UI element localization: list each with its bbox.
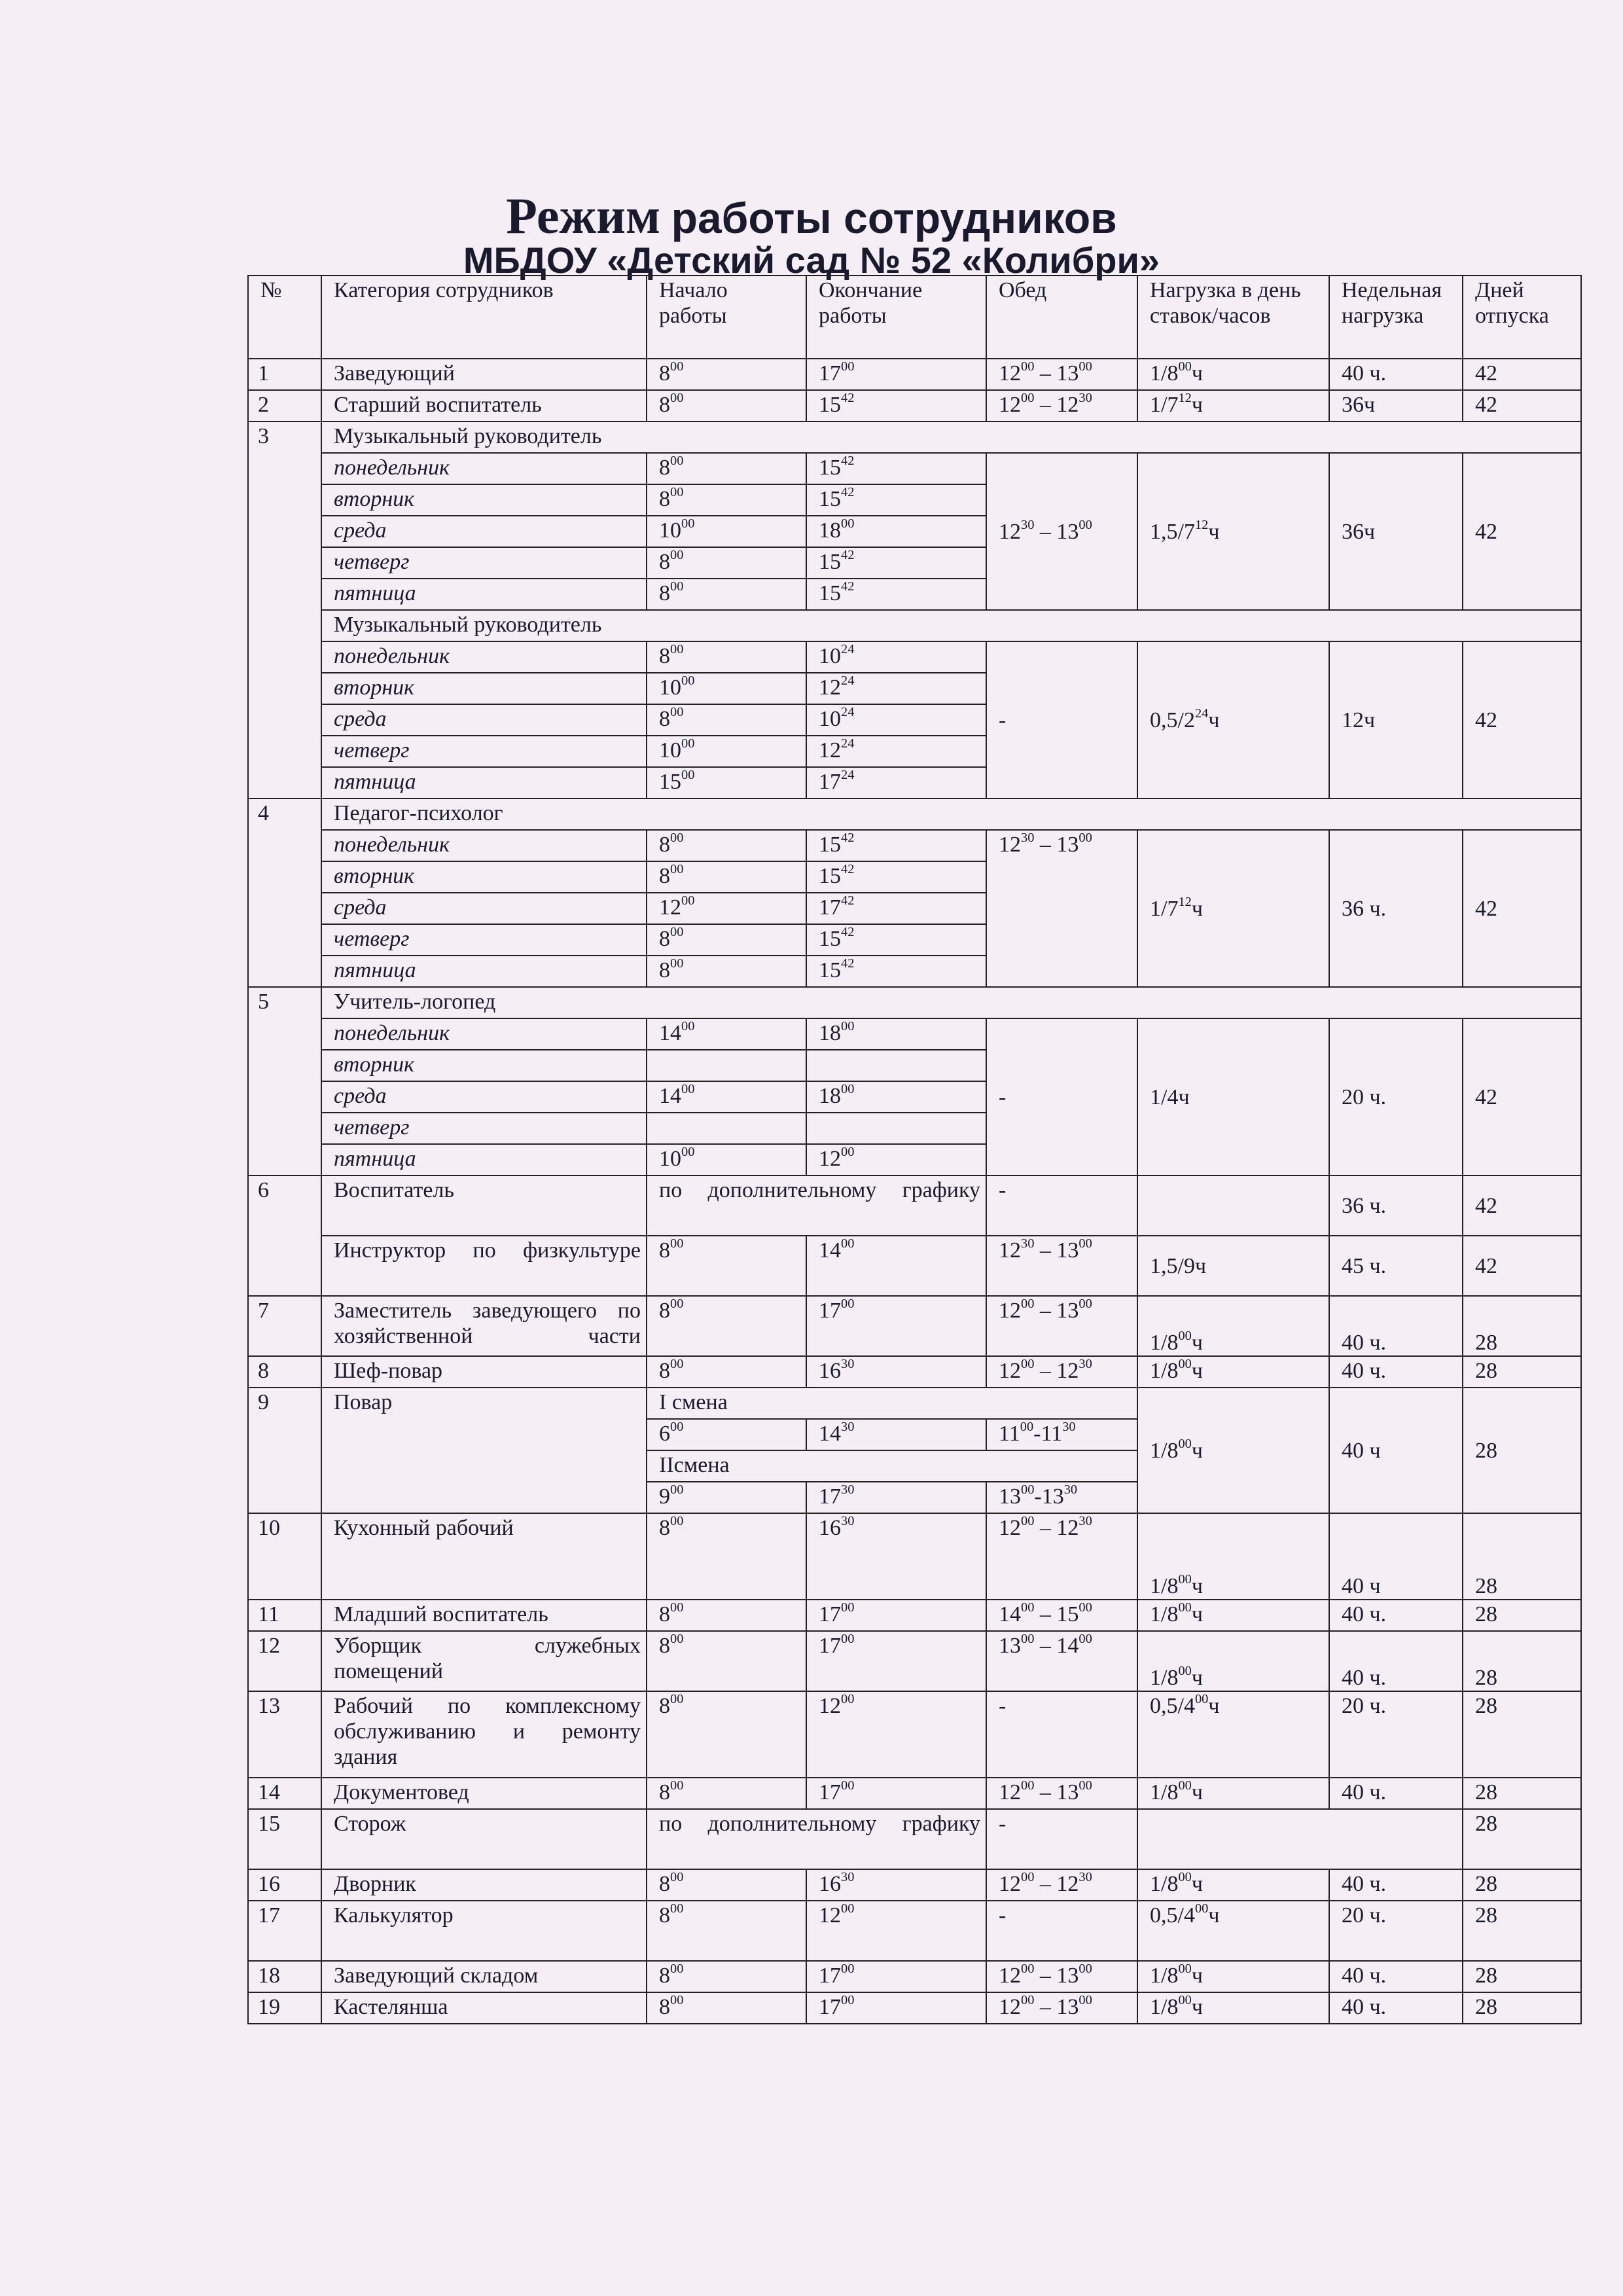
- row-number: 7: [248, 1296, 321, 1356]
- shift-label: I смена: [647, 1388, 1137, 1419]
- row-number: 10: [248, 1513, 321, 1600]
- vacation-days: 42: [1463, 390, 1581, 422]
- end-time: $18^{00}$: [806, 1018, 986, 1050]
- weekly-load: 36 ч.: [1329, 830, 1463, 987]
- lunch-time: $12^{00} - 12^{30}$: [986, 1869, 1137, 1901]
- weekday: понедельник: [321, 641, 647, 673]
- weekday: вторник: [321, 1050, 647, 1081]
- vacation-days: 42: [1463, 1018, 1581, 1175]
- employee-category: Повар: [321, 1388, 647, 1513]
- employee-category: Заведующий складом: [321, 1961, 647, 1992]
- end-time: $16^{30}$: [806, 1513, 986, 1600]
- weekday: четверг: [321, 736, 647, 767]
- end-time: $17^{00}$: [806, 359, 986, 390]
- row-number: 17: [248, 1901, 321, 1961]
- title-rest: работы сотрудников: [671, 194, 1117, 242]
- header-category: Категория сотрудников: [321, 276, 647, 359]
- start-time: $8^{00}$: [647, 924, 806, 956]
- vacation-days: 28: [1463, 1778, 1581, 1809]
- weekday: вторник: [321, 861, 647, 893]
- work-schedule: по дополнительному графику: [647, 1175, 986, 1236]
- daily-load: $1/7^{12}ч$: [1137, 390, 1329, 422]
- start-time: $8^{00}$: [647, 830, 806, 861]
- end-time: $17^{30}$: [806, 1482, 986, 1513]
- employee-category: Документовед: [321, 1778, 647, 1809]
- start-time: $8^{00}$: [647, 1901, 806, 1961]
- header-weekly-load: Недельная нагрузка: [1329, 276, 1463, 359]
- start-time: $8^{00}$: [647, 1356, 806, 1388]
- daily-load: $1/8^{00}ч$: [1137, 1631, 1329, 1691]
- row-number: 15: [248, 1809, 321, 1869]
- lunch-time: $12^{00} - 13^{00}$: [986, 1992, 1137, 2024]
- table-row: [248, 1901, 1581, 1961]
- daily-load: $1/8^{00}ч$: [1137, 1600, 1329, 1631]
- employee-category: Инструктор по физкультуре: [321, 1236, 647, 1296]
- table-row: [248, 1691, 1581, 1778]
- vacation-days: 28: [1463, 1600, 1581, 1631]
- start-time: $8^{00}$: [647, 1961, 806, 1992]
- vacation-days: 28: [1463, 1691, 1581, 1778]
- employee-category: Шеф-повар: [321, 1356, 647, 1388]
- lunch-time: -: [986, 1691, 1137, 1778]
- vacation-days: 28: [1463, 1869, 1581, 1901]
- row-number: 16: [248, 1869, 321, 1901]
- start-time: $9^{00}$: [647, 1482, 806, 1513]
- start-time: $15^{00}$: [647, 767, 806, 798]
- daily-load: $1/8^{00}ч$: [1137, 1961, 1329, 1992]
- end-time: $17^{42}$: [806, 893, 986, 924]
- row-number: 6: [248, 1175, 321, 1296]
- vacation-days: 42: [1463, 1175, 1581, 1236]
- table-row: [248, 1388, 1581, 1419]
- daily-load: $1/8^{00}ч$: [1137, 1296, 1329, 1356]
- table-row: [248, 1018, 1581, 1050]
- employee-category: Сторож: [321, 1809, 647, 1869]
- table-row: [248, 359, 1581, 390]
- lunch-time: $12^{00} - 12^{30}$: [986, 1356, 1137, 1388]
- table-row: [248, 1600, 1581, 1631]
- lunch-time: $12^{30} - 13^{00}$: [986, 1236, 1137, 1296]
- weekly-load: 36ч: [1329, 453, 1463, 610]
- start-time: $8^{00}$: [647, 1236, 806, 1296]
- end-time: $12^{00}$: [806, 1901, 986, 1961]
- table-row: [248, 641, 1581, 673]
- vacation-days: 42: [1463, 1236, 1581, 1296]
- vacation-days: 42: [1463, 641, 1581, 798]
- weekly-load: 36 ч.: [1329, 1175, 1463, 1236]
- start-time: $10^{00}$: [647, 516, 806, 547]
- lunch-time: $12^{00} - 12^{30}$: [986, 1513, 1137, 1600]
- employee-category: Младший воспитатель: [321, 1600, 647, 1631]
- start-time: $8^{00}$: [647, 579, 806, 610]
- table-row: [248, 1992, 1581, 2024]
- table-row: [248, 1296, 1581, 1356]
- start-time: $8^{00}$: [647, 861, 806, 893]
- table-row: [248, 276, 1581, 359]
- employee-category: Калькулятор: [321, 1901, 647, 1961]
- weekly-load: 40 ч.: [1329, 359, 1463, 390]
- header-num: №: [248, 276, 321, 359]
- start-time: $8^{00}$: [647, 1778, 806, 1809]
- start-time: [647, 1050, 806, 1081]
- start-time: $8^{00}$: [647, 547, 806, 579]
- weekday: среда: [321, 516, 647, 547]
- table-row: [248, 390, 1581, 422]
- weekly-load: 40 ч.: [1329, 1356, 1463, 1388]
- daily-load: $0,5/4^{00}ч$: [1137, 1691, 1329, 1778]
- row-number: 3: [248, 422, 321, 798]
- end-time: $12^{00}$: [806, 1144, 986, 1175]
- shift-label: IIсмена: [647, 1450, 1137, 1482]
- employee-category: Рабочий по комплексному обслуживанию и ремонту здания: [321, 1691, 647, 1778]
- end-time: $16^{30}$: [806, 1356, 986, 1388]
- weekly-load: 20 ч.: [1329, 1691, 1463, 1778]
- end-time: $18^{00}$: [806, 1081, 986, 1113]
- weekly-load: 20 ч.: [1329, 1018, 1463, 1175]
- row-number: 5: [248, 987, 321, 1175]
- daily-load: [1137, 1809, 1463, 1869]
- daily-load: $1/8^{00}ч$: [1137, 1513, 1329, 1600]
- end-time: $18^{00}$: [806, 516, 986, 547]
- lunch-time: $12^{00} - 12^{30}$: [986, 390, 1137, 422]
- weekday: пятница: [321, 767, 647, 798]
- weekday: понедельник: [321, 453, 647, 484]
- end-time: $15^{42}$: [806, 579, 986, 610]
- employee-category: Заведующий: [321, 359, 647, 390]
- end-time: $14^{00}$: [806, 1236, 986, 1296]
- end-time: [806, 1050, 986, 1081]
- employee-category: Старший воспитатель: [321, 390, 647, 422]
- employee-category: Музыкальный руководитель: [321, 422, 1581, 453]
- weekly-load: 40 ч.: [1329, 1631, 1463, 1691]
- weekday: среда: [321, 704, 647, 736]
- daily-load: $1/8^{00}ч$: [1137, 359, 1329, 390]
- lunch-time: $12^{00} - 13^{00}$: [986, 359, 1137, 390]
- end-time: $17^{00}$: [806, 1961, 986, 1992]
- weekly-load: 40 ч.: [1329, 1961, 1463, 1992]
- row-number: 18: [248, 1961, 321, 1992]
- row-number: 11: [248, 1600, 321, 1631]
- vacation-days: 28: [1463, 1809, 1581, 1869]
- table-row: [248, 830, 1581, 861]
- document-subtitle: МБДОУ «Детский сад № 52 «Колибри»: [463, 240, 1160, 281]
- end-time: $14^{30}$: [806, 1419, 986, 1450]
- weekly-load: 40 ч: [1329, 1513, 1463, 1600]
- daily-load: $1/8^{00}ч$: [1137, 1869, 1329, 1901]
- end-time: $12^{24}$: [806, 673, 986, 704]
- header-start: Начало работы: [647, 276, 806, 359]
- end-time: $15^{42}$: [806, 453, 986, 484]
- table-row: [248, 1513, 1581, 1600]
- table-row: [248, 1631, 1581, 1691]
- lunch-time: -: [986, 641, 1137, 798]
- end-time: $15^{42}$: [806, 924, 986, 956]
- lunch-time: $12^{00} - 13^{00}$: [986, 1778, 1137, 1809]
- weekly-load: 45 ч.: [1329, 1236, 1463, 1296]
- vacation-days: 28: [1463, 1356, 1581, 1388]
- start-time: $8^{00}$: [647, 484, 806, 516]
- title-word: Режим: [506, 187, 661, 244]
- table-row: [248, 1809, 1581, 1869]
- daily-load: $1/8^{00}ч$: [1137, 1356, 1329, 1388]
- start-time: $8^{00}$: [647, 1513, 806, 1600]
- row-number: 8: [248, 1356, 321, 1388]
- lunch-time: $12^{00} - 13^{00}$: [986, 1961, 1137, 1992]
- end-time: $16^{30}$: [806, 1869, 986, 1901]
- start-time: $8^{00}$: [647, 1600, 806, 1631]
- start-time: $8^{00}$: [647, 704, 806, 736]
- start-time: $14^{00}$: [647, 1081, 806, 1113]
- lunch-time: $11^{00}-11^{30}$: [986, 1419, 1137, 1450]
- start-time: $12^{00}$: [647, 893, 806, 924]
- lunch-time: -: [986, 1018, 1137, 1175]
- start-time: $8^{00}$: [647, 1631, 806, 1691]
- start-time: $8^{00}$: [647, 1691, 806, 1778]
- table-row: [248, 1869, 1581, 1901]
- daily-load: $0,5/2^{24}ч$: [1137, 641, 1329, 798]
- start-time: $8^{00}$: [647, 956, 806, 987]
- daily-load: $1/8^{00}ч$: [1137, 1992, 1329, 2024]
- header-lunch: Обед: [986, 276, 1137, 359]
- daily-load: $1/8^{00}ч$: [1137, 1388, 1329, 1513]
- start-time: $10^{00}$: [647, 736, 806, 767]
- weekly-load: 12ч: [1329, 641, 1463, 798]
- vacation-days: 28: [1463, 1631, 1581, 1691]
- vacation-days: 28: [1463, 1513, 1581, 1600]
- vacation-days: 42: [1463, 830, 1581, 987]
- daily-load: 1,5/9ч: [1137, 1236, 1329, 1296]
- daily-load: $1/7^{12}ч$: [1137, 830, 1329, 987]
- header-end: Окончание работы: [806, 276, 986, 359]
- end-time: $17^{00}$: [806, 1778, 986, 1809]
- end-time: $10^{24}$: [806, 704, 986, 736]
- end-time: $12^{00}$: [806, 1691, 986, 1778]
- row-number: 13: [248, 1691, 321, 1778]
- table-row: [248, 453, 1581, 484]
- document-title: [0, 187, 1623, 245]
- staff-schedule-table: [247, 275, 1582, 2024]
- row-number: 2: [248, 390, 321, 422]
- vacation-days: 28: [1463, 1901, 1581, 1961]
- weekday: четверг: [321, 1113, 647, 1144]
- employee-category: Кухонный рабочий: [321, 1513, 647, 1600]
- end-time: $15^{42}$: [806, 390, 986, 422]
- table-row: [248, 1175, 1581, 1236]
- lunch-time: $13^{00}-13^{30}$: [986, 1482, 1137, 1513]
- row-number: 1: [248, 359, 321, 390]
- start-time: $8^{00}$: [647, 1296, 806, 1356]
- employee-category: Заместитель заведующего по хозяйственной части: [321, 1296, 647, 1356]
- vacation-days: 42: [1463, 359, 1581, 390]
- table-row: [248, 1356, 1581, 1388]
- start-time: $8^{00}$: [647, 359, 806, 390]
- row-number: 9: [248, 1388, 321, 1513]
- table-row: [248, 1236, 1581, 1296]
- weekday: четверг: [321, 924, 647, 956]
- start-time: $8^{00}$: [647, 453, 806, 484]
- lunch-time: $12^{30} - 13^{00}$: [986, 453, 1137, 610]
- end-time: $15^{42}$: [806, 547, 986, 579]
- table-row: [248, 1778, 1581, 1809]
- row-number: 14: [248, 1778, 321, 1809]
- header-load-day: Нагрузка в день ставок/часов: [1137, 276, 1329, 359]
- lunch-time: $14^{00} - 15^{00}$: [986, 1600, 1137, 1631]
- vacation-days: 28: [1463, 1296, 1581, 1356]
- start-time: $6^{00}$: [647, 1419, 806, 1450]
- weekly-load: 40 ч.: [1329, 1778, 1463, 1809]
- start-time: $8^{00}$: [647, 1992, 806, 2024]
- daily-load: 1/4ч: [1137, 1018, 1329, 1175]
- row-number: 4: [248, 798, 321, 987]
- start-time: $8^{00}$: [647, 390, 806, 422]
- end-time: $17^{00}$: [806, 1600, 986, 1631]
- lunch-time: -: [986, 1175, 1137, 1236]
- employee-category: Кастелянша: [321, 1992, 647, 2024]
- start-time: $10^{00}$: [647, 1144, 806, 1175]
- header-vacation-days: Дней отпуска: [1463, 276, 1581, 359]
- start-time: $14^{00}$: [647, 1018, 806, 1050]
- start-time: [647, 1113, 806, 1144]
- lunch-time: $13^{00} - 14^{00}$: [986, 1631, 1137, 1691]
- weekly-load: 40 ч: [1329, 1388, 1463, 1513]
- end-time: $10^{24}$: [806, 641, 986, 673]
- weekly-load: 36ч: [1329, 390, 1463, 422]
- employee-category: Дворник: [321, 1869, 647, 1901]
- start-time: $8^{00}$: [647, 641, 806, 673]
- daily-load: [1137, 1175, 1329, 1236]
- row-number: 12: [248, 1631, 321, 1691]
- end-time: $17^{00}$: [806, 1296, 986, 1356]
- end-time: [806, 1113, 986, 1144]
- lunch-time: $12^{30} - 13^{00}$: [986, 830, 1137, 987]
- end-time: $17^{24}$: [806, 767, 986, 798]
- lunch-time: -: [986, 1901, 1137, 1961]
- table-row: [248, 422, 1581, 453]
- end-time: $15^{42}$: [806, 956, 986, 987]
- weekday: среда: [321, 893, 647, 924]
- employee-category: Учитель-логопед: [321, 987, 1581, 1018]
- vacation-days: 28: [1463, 1388, 1581, 1513]
- weekday: вторник: [321, 484, 647, 516]
- lunch-time: $12^{00} - 13^{00}$: [986, 1296, 1137, 1356]
- weekday: понедельник: [321, 830, 647, 861]
- end-time: $17^{00}$: [806, 1631, 986, 1691]
- row-number: 19: [248, 1992, 321, 2024]
- employee-category: Педагог-психолог: [321, 798, 1581, 830]
- vacation-days: 28: [1463, 1961, 1581, 1992]
- end-time: $12^{24}$: [806, 736, 986, 767]
- work-schedule: по дополнительному графику: [647, 1809, 986, 1869]
- daily-load: $1,5/7^{12}ч$: [1137, 453, 1329, 610]
- weekday: четверг: [321, 547, 647, 579]
- weekday: пятница: [321, 1144, 647, 1175]
- weekly-load: 40 ч.: [1329, 1992, 1463, 2024]
- daily-load: $0,5/4^{00}ч$: [1137, 1901, 1329, 1961]
- weekly-load: 40 ч.: [1329, 1600, 1463, 1631]
- end-time: $15^{42}$: [806, 830, 986, 861]
- weekday: вторник: [321, 673, 647, 704]
- vacation-days: 42: [1463, 453, 1581, 610]
- employee-category: Воспитатель: [321, 1175, 647, 1236]
- end-time: $15^{42}$: [806, 484, 986, 516]
- weekly-load: 20 ч.: [1329, 1901, 1463, 1961]
- weekday: пятница: [321, 579, 647, 610]
- weekly-load: 40 ч.: [1329, 1296, 1463, 1356]
- table-row: [248, 1961, 1581, 1992]
- weekly-load: 40 ч.: [1329, 1869, 1463, 1901]
- end-time: $17^{00}$: [806, 1992, 986, 2024]
- table-row: [248, 610, 1581, 641]
- employee-category: Уборщик служебных помещений: [321, 1631, 647, 1691]
- lunch-time: -: [986, 1809, 1137, 1869]
- daily-load: $1/8^{00}ч$: [1137, 1778, 1329, 1809]
- start-time: $10^{00}$: [647, 673, 806, 704]
- weekday: пятница: [321, 956, 647, 987]
- weekday: понедельник: [321, 1018, 647, 1050]
- table-row: [248, 987, 1581, 1018]
- end-time: $15^{42}$: [806, 861, 986, 893]
- vacation-days: 28: [1463, 1992, 1581, 2024]
- start-time: $8^{00}$: [647, 1869, 806, 1901]
- weekday: среда: [321, 1081, 647, 1113]
- table-row: [248, 798, 1581, 830]
- employee-category: Музыкальный руководитель: [321, 610, 1581, 641]
